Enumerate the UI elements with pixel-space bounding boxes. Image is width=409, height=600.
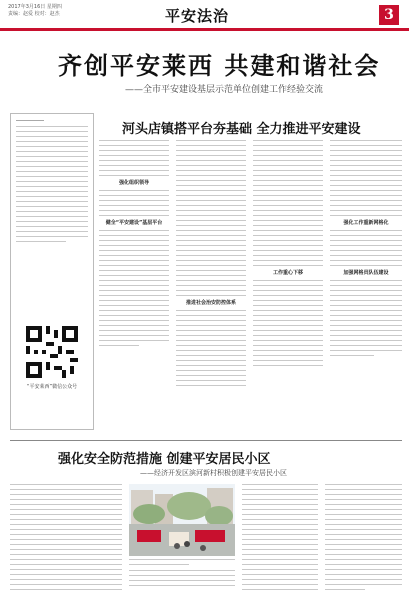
article-3-body bbox=[10, 484, 402, 594]
header-rule bbox=[0, 28, 409, 31]
article-2-column-1 bbox=[99, 140, 169, 350]
article-3-column-4 bbox=[325, 484, 402, 594]
story-divider bbox=[10, 440, 402, 441]
page-number: 3 bbox=[379, 5, 399, 25]
qr-caption: “平安莱西”微信公众号 bbox=[26, 384, 78, 390]
subhead-2: 健全“平安建设”基层平台 bbox=[105, 220, 163, 226]
subhead-5: 强化工作重新网格化 bbox=[343, 220, 389, 226]
article-2-column-3 bbox=[253, 140, 323, 370]
article-2-column-2 bbox=[176, 140, 246, 390]
sidebar-body-text bbox=[16, 120, 88, 242]
article-3-column-1 bbox=[10, 484, 122, 594]
article-3-subheadline: ——经济开发区滨河新村积极创建平安居民小区 bbox=[140, 469, 287, 477]
sidebar-box bbox=[10, 113, 94, 430]
issue-date: 2017年3月16日 星期四 bbox=[8, 4, 62, 10]
photo-caption bbox=[129, 559, 235, 565]
article-3-headline: 强化安全防范措施 创建平安居民小区 bbox=[58, 452, 271, 467]
residential-area-photo-icon bbox=[129, 484, 235, 556]
subhead-4: 工作重心下移 bbox=[272, 270, 303, 276]
section-title: 平安法治 bbox=[165, 7, 230, 25]
subhead-3: 推进社会治安防控体系 bbox=[185, 300, 236, 306]
subhead-1: 强化组织领导 bbox=[118, 180, 149, 186]
article-2-column-4 bbox=[330, 140, 402, 360]
article-3-column-2 bbox=[129, 570, 235, 590]
main-subheadline: ——全市平安建设基层示范单位创建工作经验交流 bbox=[125, 85, 324, 95]
main-headline: 齐创平安莱西 共建和谐社会 bbox=[58, 51, 381, 80]
qr-code-image[interactable] bbox=[26, 326, 78, 378]
subhead-6: 加强网格员队伍建设 bbox=[343, 270, 389, 276]
news-photo bbox=[129, 484, 235, 556]
editor-line: 责编：赵爱 校对：赵杰 bbox=[8, 11, 60, 17]
article-3-column-3 bbox=[242, 484, 318, 594]
article-2-body bbox=[99, 140, 402, 432]
article-2-headline: 河头店镇搭平台夯基础 全力推进平安建设 bbox=[122, 122, 361, 137]
